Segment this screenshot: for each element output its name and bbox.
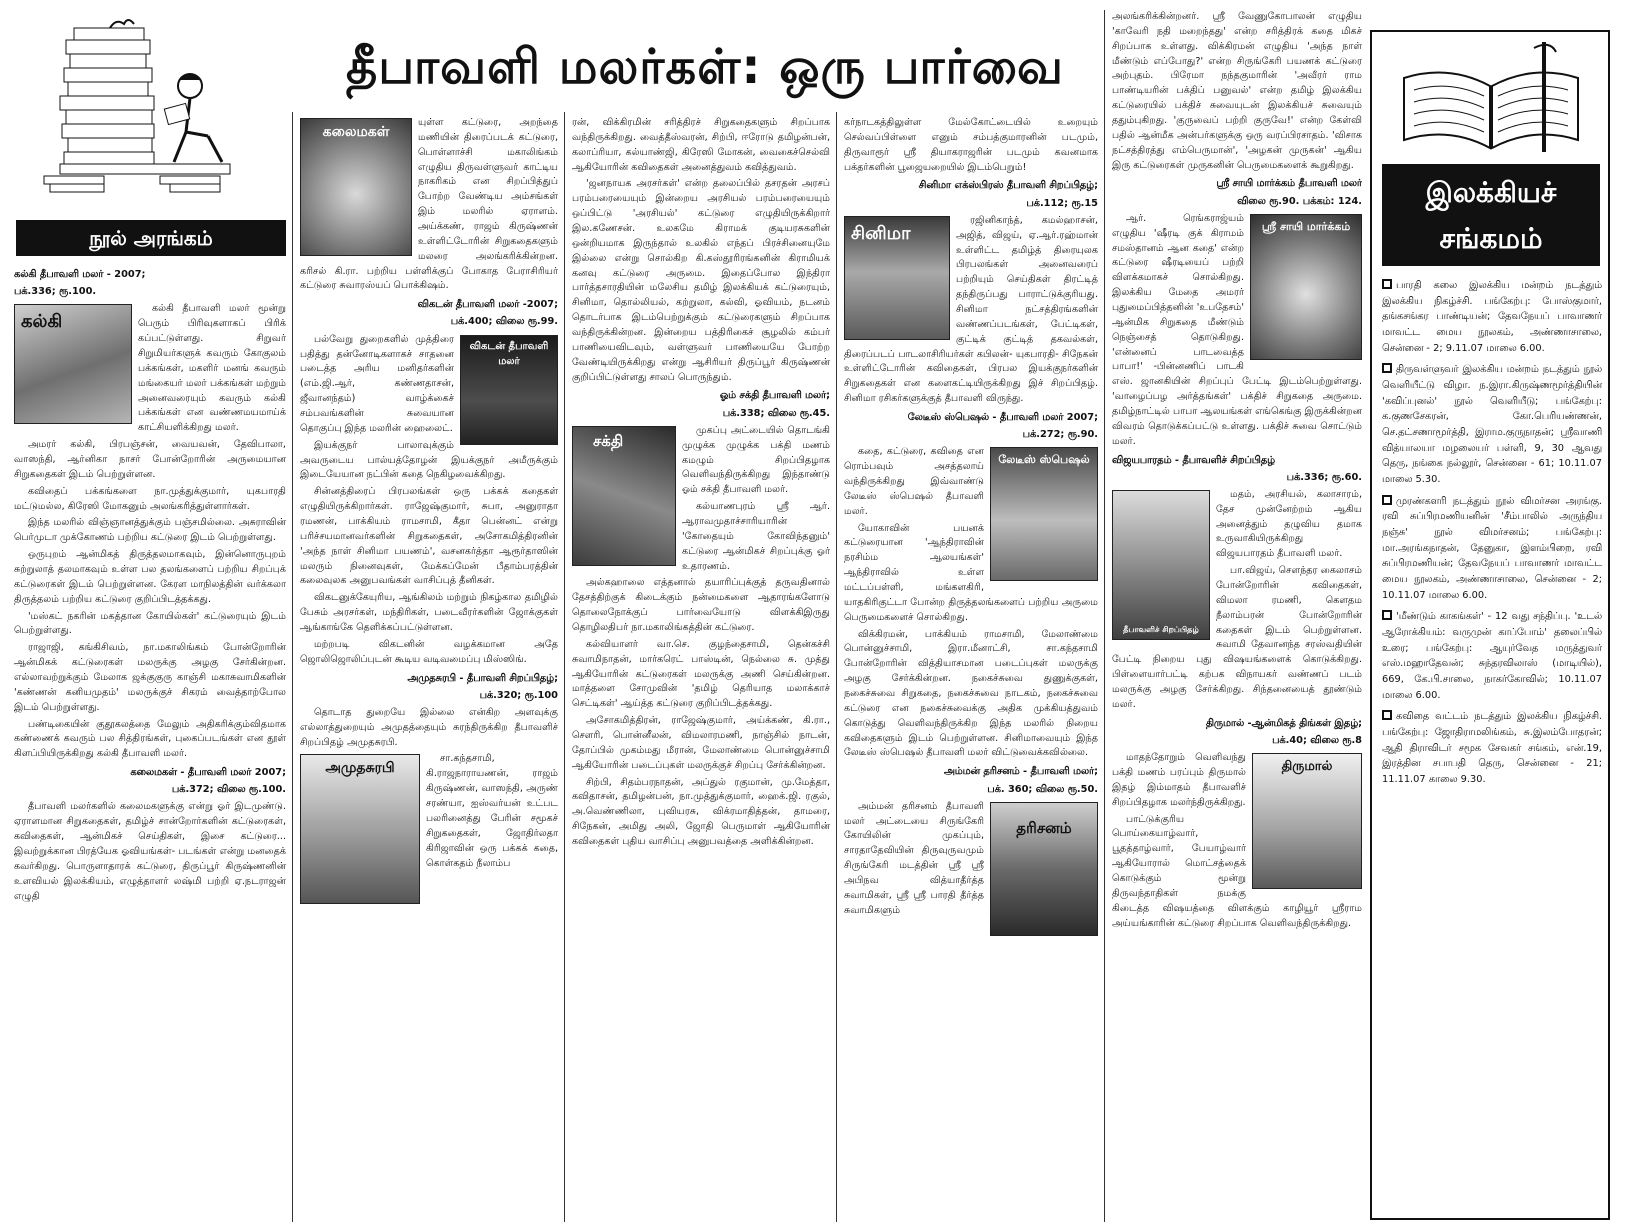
article-paragraph: ரன், விக்கிரமின் சரித்திரச் சிறுகதைகளும் சிறப்பாக வந்திருக்கிறது. வைத்தீஸ்வரன், சிற்பி, ஈரோடு தமிழன்பன், கலாப்ரியா, கல்யாண்ஜி, கிரேஸி மோகன், வைகைச்செல்வி ஆகியோரின் கவிதைகள் அனைத்துவம் கவித்துவம்.	[572, 117, 830, 173]
article-paragraph: இயக்குநர் பாலாவுக்கும் அவருடைய பால்யத்தோழன் இயக்குநர் அமீருக்கும் இடையேயான நட்பின் கதை நெகிழவைக்கிறது.	[300, 439, 558, 481]
article-paragraph: அசோகமித்திரன், ராஜேஷ்குமார், அய்க்கண், கி.ரா., சௌரி, பொன்னீலன், விமலாரமணி, நாஞ்சில் நாடன், தோப்பில் முகம்மது மீரான், மேலாண்மை பொன்னுச்சாமி ஆகியோரின் படைப்புகள் மலருக்குச் சிறப்பு சேர்க்கின்றன.	[572, 715, 830, 771]
column-divider	[836, 112, 837, 1222]
cover-title: அமுதசுரபி	[325, 760, 395, 777]
section-banner: நூல் அரங்கம்	[16, 220, 286, 256]
review-heading: அமுதசுரபி - தீபாவளி சிறப்பிதழ்;	[407, 672, 558, 684]
article-paragraph: பாட்டுக்குரிய பொய்கையாழ்வார், பூதத்தாழ்வார், பேயாழ்வார் ஆகியோரால் மொட்சத்தைக் கொடுக்கும் மூன்று திருவந்தாதிகள் நமக்கு கிடைத்த விஷயத்தை விளக்கும் காழியூர் ஸ்ரீராம அய்யங்காரின் கட்டுரை சிறப்பாக வெளிவந்திருக்கிறது.	[1112, 813, 1362, 929]
checkbox-bullet-icon	[1382, 495, 1392, 505]
article-paragraph: அலங்கரிக்கின்றனர். ஸ்ரீ வேணுகோபாலன் எழுதிய 'காவேரி நதி மறைந்தது' என்ற சரித்திரக் கதை மிகச் சிறப்பாக உள்ளது. விக்கிரமன் எழுதிய 'அந்த நாள் மீண்டும் எப்போது?' என்ற சிருங்கேரி பயணக் கட்டுரை அற்புதம். பிரேமா நந்தகுமாரின் 'அவீரர் ராம பாண்டியரின் பக்திப் பனுவல்' என்ற தமிழ் இலக்கிய கட்டுரையில் பக்திச் சுவையுடன் இலக்கியச் சுவையும் ததும்புகிறது. 'குருவைப் பற்றி குருவே!' என்ற கேள்வி பதில் ஆன்மீக அன்பர்களுக்கு ஒரு வரப்பிரசாதம். 'விசாக நட்சத்திரத்து எம்பெருமான்', 'அழகன் முருகன்' ஆகிய இரு கட்டுரைகள் முருகனின் பெருமைகளைக் கூறுகிறது.	[1112, 11, 1362, 171]
checkbox-bullet-icon	[1382, 363, 1392, 373]
column-4	[844, 116, 1098, 1222]
review-heading: சினிமா எக்ஸ்பிரஸ் தீபாவளி சிறப்பிதழ்;	[918, 180, 1098, 192]
article-paragraph: தொடாத துறையே இல்லை என்கிற அளவுக்கு எல்லாத்துறையும் அமுதத்தையும் சுரந்திருக்கிற தீபாவளிச் சிறப்பிதழ் அமுதசுரபி.	[300, 706, 558, 748]
review-meta: பக்.400; விலை ரூ.99.	[450, 316, 558, 328]
event-text: திருவள்ளுவர் இலக்கிய மன்றம் நடத்தும் நூல் வெளியீட்டு விழா. ந.இரா.கிருஷ்ணமூர்த்தியின் 'கவிப்புனல்' நூல் வெளியீடு; பங்கேற்பு: க.குணசேகரன், கோ.பெரியண்ணன், செ.தட்சணாமூர்த்தி, இராம.குருநாதன்; ஸ்ரீவாணி வித்யாலயா மழலையர் பள்ளி, 9, 30 ஆவது தெரு, நங்கை நல்லூர், சென்னை - 61; 10.11.07 மாலை 5.30.	[1382, 364, 1602, 486]
review-heading: கலைமகள் - தீபாவளி மலர் 2007;	[130, 767, 286, 779]
article-paragraph: அமரர் கல்கி, பிரபஞ்சன், வையவன், தேவிபாலா, வாஸந்தி, ஆர்னிகா நாசர் போன்றோரின் அருமையான சிறுகதைகள் இடம் பெற்றுள்ளன.	[14, 439, 286, 480]
review-heading: விகடன் தீபாவளி மலர் -2007;	[417, 299, 558, 311]
cover-title: சினிமா	[851, 222, 911, 244]
event-text: கவிதை வட்டம் நடத்தும் இலக்கிய நிகழ்ச்சி. பங்கேற்பு: ஜோதிராமலிங்கம், சு.இலம்போதரன்; ஆதி திராவிடர் சமூக சேவகர் சங்கம், என்.19, இரத்தின சபாபதி தெரு, சென்னை - 21; 11.11.07 காலை 9.30.	[1382, 711, 1602, 786]
event-text: பாரதி கலை இலக்கிய மன்றம் நடத்தும் இலக்கிய நிகழ்ச்சி. பங்கேற்பு: போஸ்குமார், தங்கசங்கர பாண்டியன்; தேவநேயப் பாவாணர் மாவட்ட மைய நூலகம், அண்ணாசாலை, சென்னை - 2; 9.11.07 மாலை 6.00.	[1382, 280, 1602, 354]
event-item	[1382, 278, 1602, 356]
review-heading: திருமால் -ஆன்மிகத் திங்கள் இதழ்;	[1205, 717, 1362, 729]
open-book-icon	[1394, 38, 1588, 156]
event-text: முரண்களரி நடத்தும் நூல் விமர்சன அரங்கு. ரவி சுப்பிரமணியனின் 'சீம்பாலில் அருந்திய நஞ்சு' நூல் விமர்சனம்; பங்கேற்பு: மா.அரங்கநாதன், தேனுகா, இளம்பிறை, ரவி சுப்பிரமணியன்; தேவநேயப் பாவாணர் மாவட்ட மைய நூலகம், அண்ணாசாலை, சென்னை - 2; 10.11.07 மாலை 6.00.	[1382, 495, 1602, 601]
cover-title: கலைமகள்	[322, 124, 390, 140]
article-paragraph: பா.விஜய், சௌந்தர கைலாசம் போன்றோரின் கவிதைகள், விமலா ரமணி, கௌதம நீலாம்பரன் போன்றோரின் கதைகள் இடம் பெற்றுள்ளன. சுவாமி தேவானந்த சரஸ்வதியின் பேட்டி நிறைய புது விஷயங்களைக் கொடுக்கிறது. பிள்ளையார்பட்டி கற்பக விநாயகர் வண்ணப் படம் மலருக்கு அழகு சேர்க்கிறது. சிந்தனையைத் தூண்டும் மலர்.	[1112, 565, 1362, 710]
article-paragraph: விகடனுக்கேயுரிய, ஆங்கிலம் மற்றும் நிகழ்கால தமிழில் பேசும் அரசர்கள், மந்திரிகள், படைவீரர்களின் ஜோக்குகள் ஆங்காங்கே தெளிக்கப்பட்டுள்ளன.	[300, 592, 558, 633]
kalaimagal-cover-image	[300, 118, 412, 256]
cinema-cover-image	[844, 216, 950, 340]
article-paragraph: கர்நாடகத்திலுள்ள மேல்கோட்டையில் உறையும் செல்வப்பிள்ளை எனும் சம்பத்குமாரனின் படமும், திருவாரூர் ஸ்ரீ தியாகராஜரின் படமும் கவனமாக பக்தர்களின் பூஜையறையில் இடம்பெறும்!	[844, 117, 1098, 173]
column-5	[1112, 10, 1362, 1222]
thirumal-cover-image	[1252, 753, 1362, 889]
cover-title: லேடீஸ் ஸ்பெஷல்	[998, 453, 1090, 467]
cover-title: கல்கி	[21, 311, 63, 333]
review-meta: பக்.372; விலை ரூ.100.	[171, 784, 286, 796]
vijayabharatham-cover-image	[1112, 490, 1210, 640]
article-paragraph: ரஜினிகாந்த், கமல்ஹாசன், அஜித், விஜய், ஏ.ஆர்.ரஹ்மான் உள்ளிட்ட தமிழ்த் திரையுலக பிரபலங்கள் அனைவரைப் பற்றியும் செய்திகள் திரட்டித் தந்திருப்பது பாராட்டுக்குரியது. சினிமா நட்சத்திரங்களின் வண்ணப்படங்கள், பேட்டிகள், குட்டிக் குட்டித் தகவல்கள், திரைப்படப் பாடலாசிரியர்கள் கபிலன்- யுகபாரதி- சிநேகன் உள்ளிட்டோரின் கவிதைகள், பிரபல இயக்குநர்களின் சிறுகதைகள் என களைகட்டியிருக்கிறது இச் சிறப்பிதழ். சினிமா ரசிகர்களுக்குத் தீபாவளி விருந்து.	[844, 214, 1098, 405]
cover-title: ஸ்ரீ சாயி மார்க்கம்	[1261, 219, 1351, 233]
review-heading: ஸ்ரீ சாயி மார்க்கம் தீபாவளி மலர்	[1216, 178, 1362, 190]
article-paragraph: சா.கந்தசாமி, கி.ராஜநாராயணன், ராஜம் கிருஷ்ணன், வாஸந்தி, அருண் சரண்யா, ஐஸ்வர்யன் உட்பட பலரினைத்து பேரின் சமூகச் சிறுகதைகள், ஜோதிர்லதா கிரிஜாவின் ஒரு பக்கக் கதை, கொள்கதம் நீலாம்ப	[426, 753, 558, 869]
article-paragraph: 'மஸ்கட் நகரின் மகத்தான கோயில்கள்' கட்டுரையும் இடம் பெற்றுள்ளது.	[14, 610, 286, 637]
column-1	[14, 264, 286, 1222]
sidebar-banner	[1382, 164, 1600, 266]
article-paragraph: மதம், அரசியல், கலாசாரம், தேச முன்னேற்றம் ஆகிய அனைத்தும் தழுவிய தமாக உருவாகியிருக்கிறது விஜயபாரதம் தீபாவளி மலர்.	[1216, 488, 1362, 560]
article-paragraph: அம்மன் தரிசனம் தீபாவளி மலர் அட்டையை சிருங்கேரி கோயிலின் முகப்பும், சாரதாதேவியின் திருவுருவமும் சிருங்கேரி மடத்தின் ஸ்ரீ ஸ்ரீ அபிநவ வித்யாதீர்த்த சுவாமிகள், ஸ்ரீ ஸ்ரீ பாரதி தீர்த்த சுவாமிகளும்	[844, 800, 984, 916]
article-paragraph: 'ஜனநாயக அரசர்கள்' என்ற தலைப்பில் தசரதன் அரசப் பரம்பரையையும் இன்றைய அரசியல் பரம்பரையையும் ஒப்பிட்டு 'அரசியல்' கட்டுரை எழுதியிருக்கிறார் இல.கணேசன். உலகமே கிராமக் குடியரசுகளின் ஒன்றியமாக இருந்தால் உலகில் எந்தப் பிரச்சினையுமே இல்லை என்று சொல்கிற கி.கஸ்தூரிரங்கனின் கிராமியக் கனவு கட்டுரை அருமை. இதைப்போல இந்திரா பார்த்தசாரதியின் மலேசிய தமிழ் இலக்கியக் கட்டுரையும், சினிமா, தொல்லியல், கற்றுலா, கல்வி, ஓவியம், நடனம் தொடர்பாக இடம்பெற்றுக்கும் கட்டுரைகளும் சிறப்பாக வந்திருக்கின்றன. இன்றைய பத்திரிகைச் சூழலில் கம்பர் பாணியைவிடவும், வள்ளுவர் பாணியையே போற்ற வேண்டியிருக்கிறது என்று ஆசிரியர் திருப்பூர் கிருஷ்ணன் குறிப்பிட்டுள்ளது சாலப் பொருந்தும்.	[572, 178, 830, 383]
article-paragraph: யோகாவின் பயனக் கட்டுரையான 'ஆந்திராவின் நரசிம்ம ஆலயங்கள்' ஆந்திராவில் உள்ள மட்டப்பள்ளி, மங்களகிரி, யாதகிரிகுட்டா போன்ற திருத்தலங்களைப் பற்றிய அருமை பெருமைகளைச் சொல்கிறது.	[844, 522, 1098, 623]
column-divider	[292, 112, 293, 1222]
sakthi-cover-image	[572, 426, 676, 566]
review-meta: பக்.338; விலை ரூ.45.	[722, 407, 830, 419]
article-paragraph: மாதந்தோறும் வெளிவந்து பக்தி மணம் பரப்பும் திருமால் இதழ் இம்மாதம் தீபாவளிச் சிறப்பிதழாக மலர்ந்திருக்கிறது.	[1112, 752, 1246, 808]
article-paragraph: தீபாவளி மலர்களில் கலைமகளுக்கு என்று ஓர் இடமுண்டு. ஏராளமான சிறுகதைகள், தமிழ்ச் சான்றோர்களின் கட்டுரைகள், கவிதைகள், ஆன்மிகச் செய்திகள், இசை கட்டுரை... இவற்றுக்கான பிரத்யேக ஓவியங்கள்- படங்கள் என்று மனதைக் கவர்கிறது. பொருளாதாரக் கட்டுரை, திருப்பூர் கிருஷ்ணனின் உளவியல் இலக்கியம், எழுத்தாளர் லஷ்மி பற்றி ஏ.நடராஜன் எழுதி	[14, 801, 286, 902]
article-paragraph: மற்றபடி விகடனின் வழக்கமான அதே ஜொலிஜொலிப்புடன் கூடிய வடிவமைப்பு மிஸ்ஸிங்.	[300, 638, 558, 665]
column-divider	[1104, 10, 1105, 1222]
article-paragraph: இந்த மலரில் விஞ்ஞானத்துக்கும் பஞ்சமில்லை. அசுராவின் பெர்முடா முக்கோணம் பற்றிய கட்டுரை இடம் பெற்றுள்ளது.	[14, 517, 286, 544]
review-meta: பக்.112; ரூ.15	[1026, 197, 1098, 209]
reader-on-books-illustration	[40, 14, 240, 209]
article-paragraph: விக்கிரமன், பாக்கியம் ராமசாமி, மேலாண்மை பொன்னுச்சாமி, இரா.மீனாட்சி, சா.கந்தசாமி போன்றோரின் வித்தியாசமான படைப்புகள் மலருக்கு அழகு சேர்க்கின்றன. நகைச்சுவை துணுக்குகள், நகைச்சுவை சிறுகதை, நகைச்சுவை நாடகம், நகைச்சுவை கட்டுரை என நகைச்சுவைக்கு அதிக முக்கியத்துவம் கொடுத்து வெளிவந்திருக்கிற இந்த மலரில் நிறைய கவிதைகளும் இடம் பெற்றுள்ளன. சினிமாவையும் இந்த லேடீஸ் ஸ்பெஷல் தீபாவளி மலர் விட்டுவைக்கவில்லை.	[844, 628, 1098, 759]
event-item	[1382, 362, 1602, 487]
article-paragraph: சின்னத்திரைப் பிரபலங்கள் ஒரு பக்கக் கதைகள் எழுதியிருக்கிறார்கள். ராஜேஷ்குமார், சுபா, அனுராதா ரமணன், பாக்கியம் ராமசாமி, கீதா பென்னட் என்று பரிச்சயமானவர்களின் சிறுகதைகள், அசோகமித்திரனின் 'அந்த நாள் சினிமா பயணம்', வசனகர்த்தா ஆரூர்தாஸின் மலரும் நினைவுகள், மேக்கப்மேன் பீதாம்பரத்தின் கலைவுலக அனுபவங்கள் வாசிப்புத் தீனிகள்.	[300, 486, 558, 587]
amman-dharisanam-cover-image	[990, 802, 1098, 936]
kalki-cover-image	[14, 304, 132, 424]
article-paragraph: கவிதைப் பக்கங்களை நா.முத்துக்குமார், யுகபாரதி மட்டுமல்ல, கிரேஸி மோகனும் அலங்கரித்துள்ளார்கள்.	[14, 485, 286, 512]
article-paragraph: யுள்ள கட்டுரை, அறந்தை மணியின் திரைப்படக் கட்டுரை, பொள்ளாச்சி மகாலிங்கம் எழுதிய திருவள்ளுவர் காட்டிய நாகரிகம் என சிறப்பித்துப் போற்ற வேண்டிய அம்சங்கள் இம் மலரில் ஏராளம். அய்க்கண், ராஜம் கிருஷ்ணன் உள்ளிட்டோரின் சிறுகதைகளும் மலரை அலங்கரிக்கின்றன. கரிசல் கி.ரா. பற்றிய பள்ளிக்குப் போகாத பேராசிரியர் கட்டுரை சுவாரஸ்யப் பொக்கிஷம்.	[300, 117, 558, 292]
sidebar-banner-line1: இலக்கியச்	[1425, 176, 1557, 209]
article-paragraph: ஒருபுறம் ஆன்மிகத் திருத்தலமாகவும், இன்னொருபுறம் சுற்றுலாத் தலமாகவும் உள்ள பல தலங்களைப் பற்றிய சிறப்புக் கட்டுரைகள் இடம் பெற்றுள்ளன. கேரள மாநிலத்தின் வர்க்கலா திருத்தலம் பற்றிய கட்டுரை குறிப்பிடத்தக்கது.	[14, 549, 286, 605]
amudhasurabi-cover-image	[300, 754, 420, 904]
event-text: 'மீண்டும் காகங்கள்' - 12 வது சந்திப்பு. 'உடல் ஆரோக்கியம்: வருமுன் காப்போம்' தலைப்பில் உரை; பங்கேற்பு: ஆயுர்வேத மருத்துவர் எஸ்.மஹாதேவன்; சுந்தரவிலாஸ் (மாடியில்), 669, கே.பி.சாலை, நாகர்கோவில்; 10.11.07 மாலை 6.00.	[1382, 611, 1602, 701]
checkbox-bullet-icon	[1382, 710, 1392, 720]
review-meta: பக்.336; ரூ.60.	[1286, 471, 1362, 483]
article-paragraph: முகப்பு அட்டையில் தொடங்கி முழுக்க முழுக்க பக்தி மணம் கமழும் சிறப்பிதழாக வெளிவந்திருக்கிறது இந்தாண்டு ஓம் சக்தி தீபாவளி மலர்.	[682, 424, 830, 496]
article-paragraph: ராஜாஜி, கங்கிசிவம், நா.மகாலிங்கம் போன்றோரின் ஆன்மிகக் கட்டுரைகள் மலருக்கு அழகு சேர்கின்றன. எல்லாவற்றுக்கும் மேலாக ஜக்குகுரு காஞ்சி மகாசுவாமிகளின் 'கண்ணன் கனியமுதம்' மலருக்குச் சிகரம் வைத்தாற்போல இடம் பெற்றுள்ளது.	[14, 642, 286, 713]
article-paragraph: ஆர். ரெங்கராஜ்யம் எழுதிய 'ஷீரடி குக் கிராமம் சமஸ்தானம் ஆன கதை' என்ற கட்டுரை ஷீரடியைப் பற்றி விளக்கமாகச் சொல்கிறது. இலக்கிய மேதை அமரர் புதுமைப்பித்தனின் 'உபதேசம்' ஆன்மிக சிறுகதை மீண்டும் நெஞ்சைத் தொடுகிறது. 'என்னைப் பாடவைத்த பாபா!' -பின்னணிப் பாடகி எஸ். ஜானகியின் சிறப்புப் பேட்டி இடம்பெற்றுள்ளது. 'வாழைப்பழ அர்த்தங்கள்' பக்திச் சிறுகதை அருமை. தமிழ்நாட்டில் பாபா ஆலயங்கள் எங்கெங்கு இருக்கின்றன விவரம் தொடுக்கப்பட்டு உள்ளது. பக்திச் சுவை சொட்டும் மலர்.	[1112, 212, 1362, 447]
article-paragraph: கல்யாணபுரம் ஸ்ரீ ஆர். ஆராவமுதாச்சாரியாரின் 'கோதையும் கோவிந்தனும்' கட்டுரை ஆன்மிகச் சிறப்புக்கு ஓர் உதாரணம்.	[682, 501, 830, 572]
cover-title: தீபாவளிச் சிறப்பிதழ்	[1123, 624, 1199, 634]
review-heading: கல்கி தீபாவளி மலர் - 2007;	[14, 269, 146, 280]
article-paragraph: கல்கி தீபாவளி மலர் மூன்று பெரும் பிரிவுகளாகப் பிரிக் கப்பட்டுள்ளது. சிறுவர் சிறுமியர்களுக் கவரும் கோகுலம் பக்கங்கள், மகளிர் மனங் கவரும் மங்கையர் மலர் பக்கங்கள் மற்றும் அனைவரையும் கவரும் கல்கி பக்கங்கள் என வண்ணமயமாய்க் காட்சியளிக்கிறது மலர்.	[138, 303, 286, 434]
review-heading: அம்மன் தரிசனம் - தீபாவளி மலர்;	[943, 766, 1098, 778]
review-heading: ஓம் சக்தி தீபாவளி மலர்;	[719, 390, 830, 402]
checkbox-bullet-icon	[1382, 279, 1392, 289]
article-paragraph: கல்வியாளர் வா.செ. குழந்தைசாமி, தென்கச்சி சுவாமிநாதன், மார்கரெட் பாஸ்டின், நெல்லை சு. முத்து ஆகியோரின் கட்டுரைகள் மலருக்கு அணி செய்கின்றன. மாத்தளை சோமுவின் 'தமிழ் தெரியாத மலாக்காச் செட்டிகள்' ஆய்த்த கட்டுரை குறிப்பிடத்தக்கது.	[572, 638, 830, 710]
event-item	[1382, 609, 1602, 703]
event-item	[1382, 494, 1602, 604]
review-meta: பக்.272; ரூ.90.	[1022, 429, 1098, 441]
ladies-special-cover-image	[990, 447, 1098, 581]
review-meta: பக்.336; ரூ.100.	[14, 286, 97, 298]
page-title: தீபாவளி மலர்கள்: ஒரு பார்வை	[346, 39, 1064, 95]
cover-title: விகடன் தீபாவளி மலர்	[469, 340, 549, 368]
article-paragraph: கதை, கட்டுரை, கவிதை என ரொம்பவும் அசத்தலாய் வந்திருக்கிறது இவ்வாண்டு லேடீஸ் ஸ்பெஷல் தீபாவளி மலர்.	[844, 446, 984, 517]
review-meta: விலை ரூ.90. பக்கம்: 124.	[1237, 195, 1362, 207]
event-item	[1382, 709, 1602, 787]
article-paragraph: சிற்பி, சிதம்பரநாதன், அப்துல் ரகுமான், மு.மேத்தா, கவிதாசன், தமிழன்பன், நா.முத்துக்குமார், ஹைக்.ஜி. ரகுல், அ.வெண்ணிலா, புவியரசு, விக்ரமாதித்தன், தாமரை, சிநேகன், அமிது அலி, ஜோதி பெருமாள் ஆகியோரின் கவிதைகள் புதிய வாசிப்பு அனுபவத்தை அளிக்கின்றன.	[572, 776, 830, 848]
article-paragraph: பல்வேறு துறைகளில் முத்திரை பதித்து தன்னோடிகளாகச் சாதனை படைத்த அரிய மனிதர்களின் (எம்.ஜி.ஆர், கண்ணதாசன், ஜீவானந்தம்) வாழ்க்கைச் சம்பவங்களின் சுவையான தொகுப்பு இந்த மலரின் ஹைலைட்.	[300, 333, 454, 434]
column-divider	[564, 112, 565, 1222]
cover-title: சக்தி	[593, 431, 624, 450]
cover-title: தரிசனம்	[1016, 818, 1072, 837]
sidebar-banner-line2: சங்கமம்	[1439, 222, 1543, 255]
article-paragraph: அல்கஹாலை எத்தனால் தயாரிப்புக்குத் தருவதினால் தேசத்திற்குக் கிடைக்கும் நன்மைகளை ஆதாரங்களோடு தொலைநோக்குப் பார்வையோடு விளக்கிஇருது தொழிலதிபர் நா.மகாலிங்கத்தின் கட்டுரை.	[572, 577, 830, 633]
column-3	[572, 116, 830, 1222]
review-meta: பக்.320; ரூ.100	[479, 689, 558, 701]
review-heading: விஜயபாரதம் - தீபாவளிச் சிறப்பிதழ்	[1112, 454, 1276, 466]
checkbox-bullet-icon	[1382, 610, 1392, 620]
review-heading: லேடீஸ் ஸ்பெஷல் - தீபாவளி மலர் 2007;	[907, 411, 1098, 423]
events-list	[1382, 278, 1602, 794]
literary-events-sidebar	[1370, 30, 1610, 1220]
review-meta: பக். 360; விலை ரூ.50.	[987, 783, 1098, 795]
column-2	[300, 116, 558, 1222]
sai-margam-cover-image	[1250, 214, 1362, 360]
review-meta: பக்.40; விலை ரூ.8	[1272, 734, 1362, 746]
article-paragraph: பண்டிகையின் குதூகலத்தை மேலும் அதிகரிக்கும்விதமாக கண்ணைக் கவரும் பல சித்திரங்கள், புகைப்படங்கள் என தூள் கிளப்பியிருக்கிறது கல்கி தீபாவளி மலர்.	[14, 718, 286, 760]
vikatan-cover-image	[460, 335, 558, 445]
cover-title: திருமால்	[1281, 759, 1333, 775]
